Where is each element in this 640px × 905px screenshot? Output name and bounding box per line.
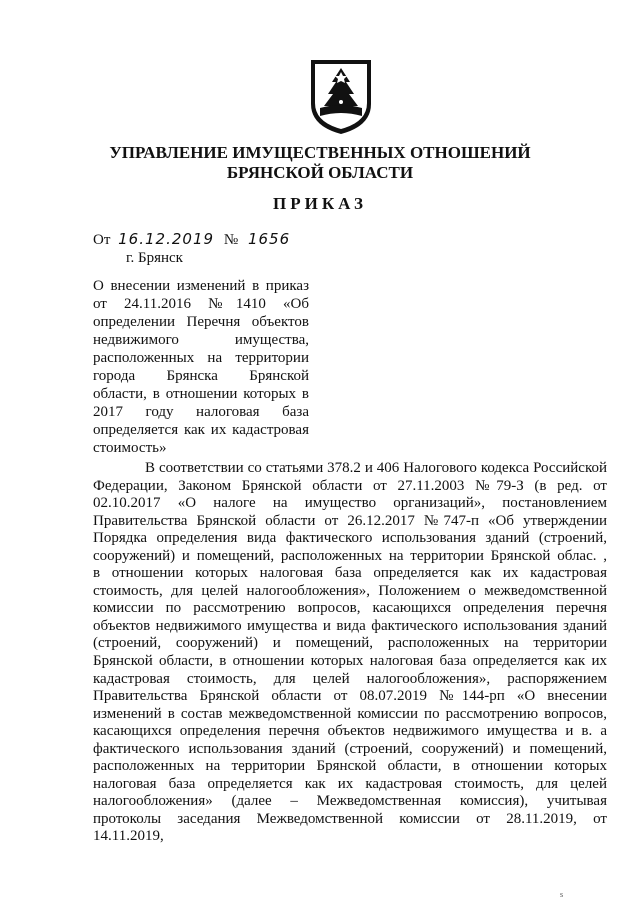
subject-line: от 24.11.2016 №1410 «Об	[93, 296, 309, 312]
subject-line: недвижимого имущества,	[93, 332, 309, 348]
body-line: касающихся определения перечня объектов недвижимого имущества и в. а	[93, 723, 607, 740]
body-line: кадастровая стоимость, для целей налогообложения», распоряжением	[93, 670, 607, 687]
order-title: ПРИКАЗ	[273, 194, 367, 213]
body-line: объектов недвижимого имущества и вида фактического использования зданий	[93, 617, 607, 634]
scan-corner-mark: s	[560, 890, 564, 899]
subject-line: О внесении изменений в приказ	[93, 278, 309, 294]
subject-line: расположенных на территории	[93, 350, 309, 366]
body-line: Федерации, Законом Брянской области от 27.11.2003 №79-З (в ред. от	[93, 477, 607, 494]
handwritten-date: 16.12.2019	[118, 230, 215, 248]
order-date-line	[93, 230, 290, 249]
number-label: №	[223, 232, 239, 248]
agency-name-line1: УПРАВЛЕНИЕ ИМУЩЕСТВЕННЫХ ОТНОШЕНИЙ	[109, 143, 531, 162]
agency-name-line2: БРЯНСКОЙ ОБЛАСТИ	[226, 163, 414, 182]
handwritten-number: 1656	[247, 230, 291, 248]
body-line: 14.11.2019,	[93, 828, 164, 845]
subject-line: 2017 году налоговая база	[93, 404, 309, 420]
body-line: Брянской области, в отношении которых налоговая база определяется как их	[93, 653, 607, 670]
body-line: сооружений) и помещений, расположенных на территории Брянской облас. ,	[93, 547, 607, 564]
agency-name	[0, 143, 640, 183]
city: г. Брянск	[126, 250, 183, 266]
body-line: Правительства Брянской области от 08.07.2019 №144-рп «О внесении	[93, 688, 607, 705]
body-line: налогообложения» (далее – Межведомственная комиссия), учитывая	[93, 793, 607, 810]
body-line: налоговая база определяется как их кадастровая стоимость, для целей	[93, 775, 607, 792]
body-line: фактического использования зданий (строений, сооружений) и помещений,	[93, 740, 607, 757]
bryansk-coat-of-arms-icon	[308, 56, 374, 136]
body-line: изменений в состав межведомственной комиссии по рассмотрению вопросов,	[93, 705, 607, 722]
body-line: в отношении которых налоговая база определяется как их кадастровая	[93, 565, 607, 582]
body-line: протоколы заседания Межведомственной комиссии от 28.11.2019, от	[93, 810, 607, 827]
body-line: Порядка определения вида фактического использования зданий (строений,	[93, 530, 607, 547]
body-line: В соответствии со статьями 378.2 и 406 Налогового кодекса Российской	[145, 460, 607, 476]
body-line: стоимость, для целей налогообложения», Положением о межведомственной	[93, 582, 607, 599]
from-label: От	[93, 232, 111, 248]
order-subject	[93, 277, 309, 457]
subject-line: определении Перечня объектов	[93, 314, 309, 330]
body-line: расположенных на территории Брянской области, в отношении которых	[93, 758, 607, 775]
subject-line: стоимость»	[93, 440, 167, 456]
body-paragraph	[93, 460, 607, 846]
subject-line: города Брянска Брянской	[93, 368, 309, 384]
body-line: 02.10.2017 «О налоге на имущество организаций», постановлением	[93, 495, 607, 512]
body-line: (строений, сооружений) и помещений, расположенных на территории	[93, 635, 607, 652]
subject-line: определяется как их кадастровая	[93, 422, 309, 438]
subject-line: области, в отношении которых в	[93, 386, 309, 402]
body-line: комиссии по рассмотрению вопросов, касающихся определения перечня	[93, 600, 607, 617]
body-line: Правительства Брянской области от 26.12.2017 №747-п «Об утверждении	[93, 512, 607, 529]
